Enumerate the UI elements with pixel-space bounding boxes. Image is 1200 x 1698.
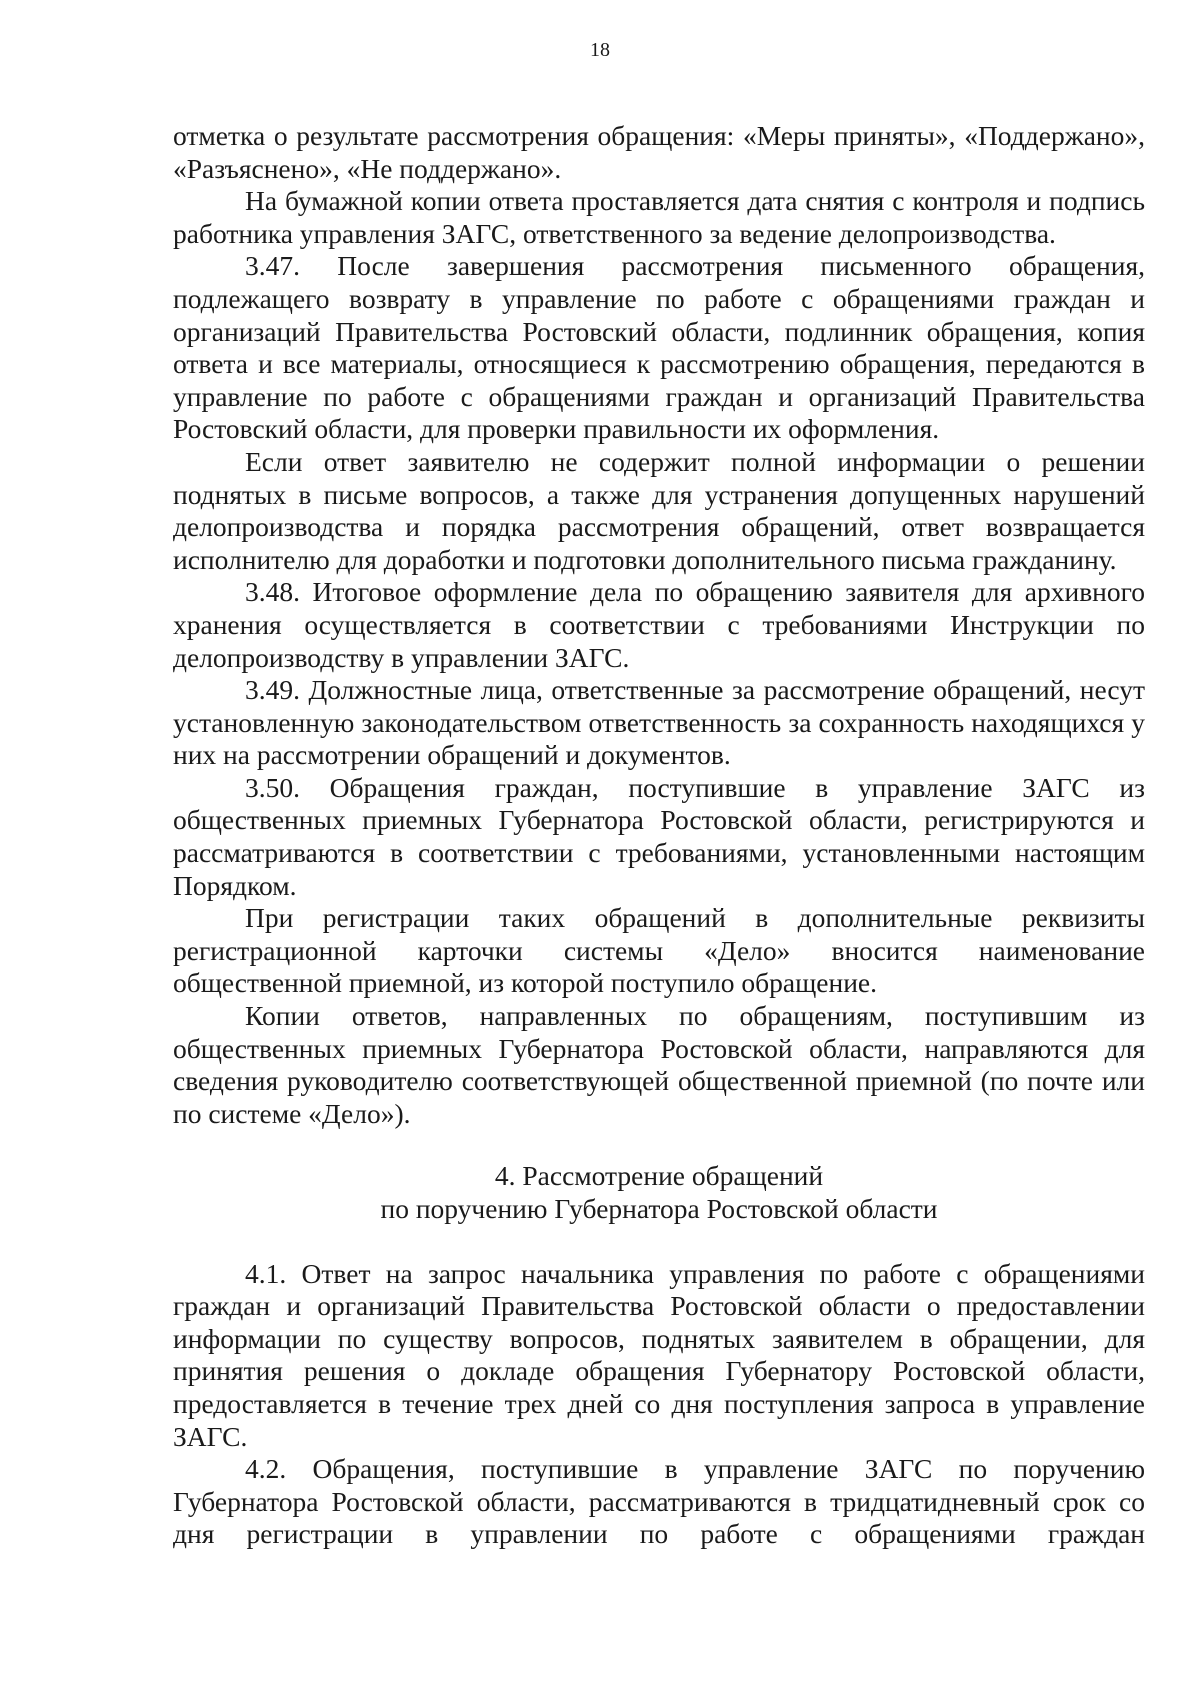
section-heading-line-1: 4. Рассмотрение обращений	[494, 1160, 824, 1192]
paragraph-3-50: 3.50. Обращения граждан, поступившие в управление ЗАГС из общественных приемных Губернатора Ростовской области, регистрируются и рассматриваются в соответствии с требованиями, установленными настоящим Порядком.	[173, 771, 1145, 901]
paragraph-4-1: 4.1. Ответ на запрос начальника управления по работе с обращениями граждан и организаций Правительства Ростовской области о предоставлении информации по существу вопросов, поднятых заявителем в обращении, для принятия решения о докладе обращения Губернатору Ростовской области, предоставляется в течение трех дней со дня поступления запроса в управление ЗАГС.	[173, 1257, 1145, 1452]
paragraph-3-47: 3.47. После завершения рассмотрения письменного обращения, подлежащего возврату в управление по работе с обращениями граждан и организаций Правительства Ростовский области, подлинник обращения, копия ответа и все материалы, относящиеся к рассмотрению обращения, передаются в управление по работе с обращениями граждан и организаций Правительства Ростовский области, для проверки правильности их оформления.	[173, 250, 1145, 445]
paragraph-paper-copy: На бумажной копии ответа проставляется дата снятия с контроля и подпись работника управления ЗАГС, ответственного за ведение делопроизводства.	[173, 185, 1145, 249]
paragraph-4-2: 4.2. Обращения, поступившие в управление ЗАГС по поручению Губернатора Ростовской области, рассматриваются в тридцатидневный срок со дня регистрации в управлении по работе с обращениями граждан	[173, 1453, 1145, 1550]
paragraph-result-mark: отметка о результате рассмотрения обращения: «Меры приняты», «Поддержано», «Разъяснено», «Не поддержано».	[173, 120, 1145, 184]
section-heading	[173, 1160, 1145, 1225]
paragraph-registration: При регистрации таких обращений в дополнительные реквизиты регистрационной карточки системы «Дело» вносится наименование общественной приемной, из которой поступило обращение.	[173, 902, 1145, 999]
paragraph-3-48: 3.48. Итоговое оформление дела по обращению заявителя для архивного хранения осуществляется в соответствии с требованиями Инструкции по делопроизводству в управлении ЗАГС.	[173, 576, 1145, 673]
paragraph-3-49: 3.49. Должностные лица, ответственные за рассмотрение обращений, несут установленную законодательством ответственность за сохранность находящихся у них на рассмотрении обращений и документов.	[173, 674, 1145, 771]
document-body	[173, 120, 1145, 1551]
paragraph-incomplete-answer: Если ответ заявителю не содержит полной информации о решении поднятых в письме вопросов, а также для устранения допущенных нарушений делопроизводства и порядка рассмотрения обращений, ответ возвращается исполнителю для доработки и подготовки дополнительного письма гражданину.	[173, 445, 1145, 575]
section-heading-line-2: по поручению Губернатора Ростовской области	[380, 1193, 938, 1224]
paragraph-copies: Копии ответов, направленных по обращениям, поступившим из общественных приемных Губернатора Ростовской области, направляются для сведения руководителю соответствующей общественной приемной (по почте или по системе «Дело»).	[173, 1000, 1145, 1129]
page-number: 18	[590, 39, 610, 61]
